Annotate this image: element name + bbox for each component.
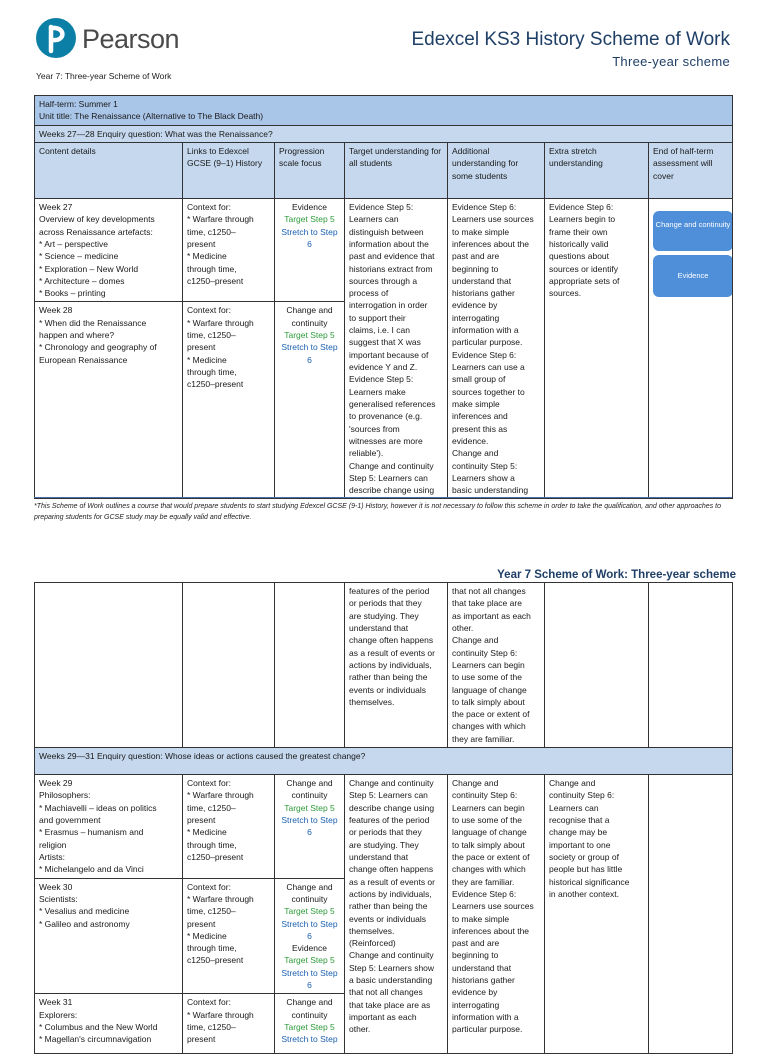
text-line: continuity Step 6: (549, 790, 615, 801)
additional-understanding (448, 198, 545, 499)
text-line: Evidence Step 5: (349, 201, 414, 212)
text-line: Philosophers: (39, 790, 91, 801)
text-line: continuity (291, 1009, 328, 1020)
week-28-content (35, 302, 183, 499)
week-30-progression (275, 878, 345, 994)
text-line: Context for: (187, 201, 231, 212)
text-line: particular purpose. (452, 337, 523, 348)
week-29-progression (275, 775, 345, 879)
text-line: important to one (549, 839, 611, 850)
text-line: actions by individuals, (349, 888, 432, 899)
text-line: Evidence (292, 201, 327, 212)
text-line: continuity (291, 893, 328, 904)
page2-title: Year 7 Scheme of Work: Three-year scheme (497, 569, 736, 581)
text-line: changes with which (452, 721, 526, 732)
text-line: inferences about the (452, 925, 530, 936)
week-30-content (35, 878, 183, 994)
text-line: Change and (286, 881, 333, 892)
text-line: historians gather (452, 975, 515, 986)
text-line: * Medicine (187, 251, 227, 262)
text-line: Evidence Step 5: (349, 374, 414, 385)
text-line: questions about (549, 251, 610, 262)
col-header-stretch: Extra stretch understanding (545, 142, 649, 198)
text-line: * Galileo and astronomy (39, 918, 130, 929)
text-line: make simple (452, 398, 500, 409)
text-line: recognise that a (549, 815, 610, 825)
text-line: basic understanding (452, 485, 529, 496)
target-understanding (345, 198, 448, 499)
target-step-2: Target Step 5 (284, 955, 335, 966)
assessment-cell (649, 198, 733, 499)
text-line: 6 (307, 980, 312, 991)
text-line: events or individuals (349, 684, 427, 695)
text-line: other. (452, 622, 474, 633)
text-line: understand that (452, 275, 512, 286)
text-line: understand that (452, 962, 512, 973)
text-line: inferences and (452, 411, 508, 422)
text-line: Learners can (349, 214, 399, 225)
week-27-progression (275, 198, 345, 302)
text-line: Step 5: Learners can (349, 472, 428, 483)
text-line: suggest that X was (349, 337, 421, 348)
text-line: * Books – printing (39, 288, 106, 299)
text-line: changes with which (452, 864, 526, 875)
text-line: Week 27 (39, 201, 73, 212)
text-line: Learners begin to (549, 214, 616, 225)
text-line: continuity (291, 790, 328, 801)
text-line: claims, i.e. I can (349, 325, 410, 336)
text-line: continuity (291, 317, 328, 328)
text-line: understand that (349, 622, 409, 633)
text-line: 6 (307, 354, 312, 365)
pearson-logo-text: Pearson (82, 24, 180, 54)
text-line: through time, (187, 943, 237, 954)
text-line: Evidence Step 6: (549, 201, 614, 212)
text-line: distinguish between (349, 226, 424, 237)
text-line: language of change (452, 684, 527, 695)
text-line: a basic understanding (349, 975, 433, 986)
text-line: Learners can begin (452, 659, 525, 670)
unit-title: Unit title: The Renaissance (Alternative to The Black Death) (39, 111, 264, 122)
text-line: 6 (307, 827, 312, 838)
text-line: Explorers: (39, 1009, 78, 1020)
text-line: sources. (549, 288, 582, 299)
text-line: * Art – perspective (39, 238, 108, 249)
text-line: 'sources from (349, 423, 400, 434)
text-line: are studying. They (349, 839, 419, 850)
text-line: * Vesalius and medicine (39, 906, 130, 917)
text-line: past and are (452, 251, 500, 262)
text-line: through time, (187, 839, 237, 850)
text-line: time, c1250– (187, 802, 236, 813)
col-header-progression: Progression scale focus (275, 142, 345, 198)
text-line: Evidence Step 6: (452, 201, 517, 212)
text-line: Change and (452, 635, 499, 646)
enquiry-row (35, 125, 733, 142)
target-understanding-2 (345, 775, 448, 1054)
text-line: particular purpose. (452, 1024, 523, 1035)
text-line: * Exploration – New World (39, 263, 139, 274)
text-line: features of the period (349, 815, 430, 825)
text-line: Learners use sources (452, 214, 534, 225)
extra-stretch-2 (545, 775, 649, 1054)
text-line: Learners can begin (452, 802, 525, 813)
text-line: present (187, 342, 216, 353)
text-line: that not all changes (349, 987, 423, 998)
text-line: through time, (187, 367, 237, 377)
target-step: Target Step 5 (284, 1022, 335, 1032)
text-line: * Machiavelli – ideas on politics (39, 802, 157, 813)
text-line: change often happens (349, 635, 434, 646)
text-line: (Reinforced) (349, 938, 396, 949)
text-line: Change and (452, 778, 499, 789)
text-line: to talk simply about (452, 696, 525, 707)
text-line: language of change (452, 827, 527, 838)
text-line: * Warfare through (187, 214, 254, 225)
text-line: appropriate sets of (549, 275, 620, 286)
text-line: as a result of events or (349, 876, 435, 887)
text-line: c1250–present (187, 851, 244, 862)
week-30-links (183, 878, 275, 994)
col-header-links: Links to Edexcel GCSE (9–1) History (183, 142, 275, 198)
text-line: Week 28 (39, 305, 73, 316)
text-line: Step 5: Learners can (349, 790, 428, 801)
text-line: process of (349, 288, 389, 299)
text-line: rather than being the (349, 901, 428, 912)
enquiry-row-2 (35, 748, 733, 775)
text-line: c1250–present (187, 955, 244, 966)
text-line: they are familiar. (452, 733, 515, 744)
text-line: that take place are as (349, 999, 431, 1010)
text-line: interrogating (452, 999, 500, 1010)
text-line: evidence. (452, 435, 489, 446)
week-28-links (183, 302, 275, 499)
text-line: themselves. (349, 925, 395, 936)
text-line: Stretch to Step (281, 967, 338, 978)
target-step: Target Step 5 (284, 906, 335, 917)
text-line: people but has little (549, 864, 623, 875)
text-line: past and evidence that (349, 251, 435, 262)
text-line: * Warfare through (187, 1009, 254, 1020)
text-line: time, c1250– (187, 330, 236, 341)
text-line: European Renaissance (39, 354, 128, 365)
text-line: historians extract from (349, 263, 433, 274)
text-line: across Renaissance artefacts: (39, 226, 153, 237)
text-line: Stretch to Step (281, 226, 338, 237)
text-line: other. (349, 1024, 371, 1035)
text-line: sources through a (349, 275, 418, 286)
footnote-divider (34, 497, 732, 498)
col-header-target: Target understanding for all students (345, 142, 448, 198)
text-line: Learners can (549, 802, 599, 813)
text-line: Context for: (187, 778, 231, 789)
scheme-table-continued (34, 582, 733, 1054)
assessment-change-continuity: Change and continuity (653, 211, 733, 251)
text-line: Change and (286, 997, 333, 1008)
text-line: time, c1250– (187, 906, 236, 917)
text-line: are studying. They (349, 610, 419, 621)
text-line: or periods that they (349, 598, 422, 609)
text-line: Learners can use a (452, 362, 525, 372)
text-line: past and are (452, 938, 500, 949)
text-line: Evidence (292, 943, 327, 954)
text-line: Step 5: Learners show (349, 962, 435, 973)
text-line: important as each (349, 1012, 417, 1022)
text-line: generalised references (349, 398, 436, 409)
text-line: or periods that they (349, 827, 422, 838)
text-line: evidence Y and Z. (349, 362, 418, 372)
text-line: Stretch to Step (281, 918, 338, 929)
text-line: religion (39, 839, 67, 850)
text-line: * Medicine (187, 827, 227, 838)
text-line: and government (39, 815, 101, 825)
text-line: Change and (452, 448, 499, 459)
text-line: * Warfare through (187, 790, 254, 801)
additional-understanding-2 (448, 775, 545, 1054)
text-line: Change and continuity (349, 950, 434, 961)
extra-stretch (545, 198, 649, 499)
half-term-row (35, 96, 733, 126)
col-header-assessment: End of half-term assessment will cover (649, 142, 733, 198)
text-line: that take place are (452, 598, 522, 609)
text-line: information about the (349, 238, 429, 249)
text-line: to support their (349, 312, 406, 323)
text-line: continuity Step 6: (452, 790, 518, 801)
text-line: change may be (549, 827, 608, 838)
pearson-logo-icon (36, 18, 76, 58)
text-line: Stretch to Step (281, 1034, 338, 1045)
text-line: to provenance (e.g. (349, 411, 423, 422)
text-line: * Magellan's circumnavigation (39, 1034, 152, 1045)
text-line: Learners use sources (452, 901, 534, 912)
text-line: * Erasmus – humanism and (39, 827, 144, 838)
text-line: present (187, 918, 216, 929)
text-line: Artists: (39, 851, 65, 862)
week-29-content (35, 775, 183, 879)
text-line: Context for: (187, 881, 231, 892)
text-line: * Medicine (187, 930, 227, 941)
text-line: understand that (349, 851, 409, 862)
text-line: Change and (286, 778, 333, 789)
text-line: Learners make (349, 386, 406, 397)
text-line: c1250–present (187, 275, 244, 286)
target-step: Target Step 5 (284, 802, 335, 813)
text-line: present (187, 238, 216, 249)
text-line: continuity Step 5: (452, 460, 518, 471)
text-line: to make simple (452, 913, 510, 924)
text-line: sources or identify (549, 263, 618, 274)
document-title: Edexcel KS3 History Scheme of Work (411, 29, 730, 50)
text-line: witnesses are more (349, 435, 423, 446)
text-line: describe change using (349, 802, 435, 813)
text-line: interrogating (452, 312, 500, 323)
text-line: * Architecture – domes (39, 275, 125, 286)
text-line: Change and continuity (349, 778, 434, 789)
text-line: time, c1250– (187, 226, 236, 237)
footnote: *This Scheme of Work outlines a course that would prepare students to start studying Edexcel GCSE (9-1) History, however it is not necessary to follow this scheme in order to take the qualification, and other approaches to preparing students for GCSE study may be equally valid and effective. (34, 503, 721, 521)
week-27-links (183, 198, 275, 302)
text-line: Learners show a (452, 472, 515, 483)
text-line: Evidence Step 6: (452, 349, 517, 360)
text-line: Evidence Step 6: (452, 888, 517, 899)
text-line: continuity Step 6: (452, 647, 518, 658)
text-line: that not all changes (452, 586, 526, 596)
text-line: reliable'). (349, 448, 384, 459)
text-line: as a result of events or (349, 647, 435, 658)
text-line: important because of (349, 349, 429, 360)
text-line: 6 (307, 930, 312, 941)
text-line: information with a (452, 1012, 519, 1022)
text-line: present this as (452, 423, 508, 434)
text-line: Stretch to Step (281, 815, 338, 825)
text-line: Change and (286, 305, 333, 316)
text-line: the pace or extent of (452, 709, 530, 720)
text-line: describe change using (349, 485, 435, 496)
text-line: c1250–present (187, 379, 244, 390)
text-line: interrogation in order (349, 300, 428, 311)
text-line: present (187, 815, 216, 825)
text-line: Week 29 (39, 778, 73, 789)
text-line: historical significance (549, 876, 630, 887)
week-27-row (35, 198, 733, 302)
text-line: * Columbus and the New World (39, 1022, 158, 1032)
text-line: * Michelangelo and da Vinci (39, 864, 144, 875)
enquiry-question: Weeks 27—28 Enquiry question: What was the Renaissance? (35, 125, 733, 142)
text-line: to use some of the (452, 815, 522, 825)
text-line: Week 30 (39, 881, 73, 892)
text-line: Week 31 (39, 997, 73, 1008)
text-line: in another context. (549, 888, 619, 899)
text-line: as important as each (452, 610, 531, 621)
text-line: information with a (452, 325, 519, 336)
text-line: * Medicine (187, 354, 227, 365)
col-header-content: Content details (35, 142, 183, 198)
text-line: events or individuals (349, 913, 427, 924)
text-line: change often happens (349, 864, 434, 875)
document-subtitle: Three-year scheme (612, 54, 730, 69)
text-line: historically valid (549, 238, 609, 249)
week-29-links (183, 775, 275, 879)
text-line: beginning to (452, 263, 499, 274)
week-27-content (35, 198, 183, 302)
text-line: 6 (307, 238, 312, 249)
text-line: time, c1250– (187, 1022, 236, 1032)
text-line: to use some of the (452, 672, 522, 683)
text-line: beginning to (452, 950, 499, 961)
text-line: happen and where? (39, 330, 115, 341)
text-line: inferences about the (452, 238, 530, 249)
text-line: society or group of (549, 851, 619, 862)
week-29-row (35, 775, 733, 879)
text-line: features of the period (349, 586, 430, 596)
target-continued (345, 583, 448, 748)
text-line: Overview of key developments (39, 214, 155, 225)
text-line: Change and (549, 778, 596, 789)
text-line: sources together to (452, 386, 525, 397)
text-line: evidence by (452, 987, 498, 998)
header-row (35, 142, 733, 198)
text-line: through time, (187, 263, 237, 274)
continuation-row (35, 583, 733, 748)
text-line: present (187, 1034, 216, 1045)
text-line: to make simple (452, 226, 510, 237)
text-line: themselves. (349, 696, 395, 707)
text-line: to talk simply about (452, 839, 525, 850)
assessment-evidence: Evidence (653, 255, 733, 297)
text-line: Context for: (187, 305, 231, 316)
text-line: the pace or extent of (452, 851, 530, 862)
year-label: Year 7: Three-year Scheme of Work (36, 71, 172, 81)
text-line: small group of (452, 374, 506, 385)
half-term-label: Half-term: Summer 1 (39, 99, 118, 109)
target-step: Target Step 5 (284, 330, 335, 341)
text-line: * When did the Renaissance (39, 317, 147, 328)
text-line: rather than being the (349, 672, 428, 683)
text-line: * Science – medicine (39, 251, 119, 262)
enquiry-question-2: Weeks 29—31 Enquiry question: Whose ideas or actions caused the greatest change? (35, 748, 733, 775)
text-line: * Warfare through (187, 893, 254, 904)
text-line: historians gather (452, 288, 515, 299)
week-28-progression (275, 302, 345, 499)
text-line: * Chronology and geography of (39, 342, 157, 353)
col-header-additional: Additional understanding for some students (448, 142, 545, 198)
text-line: actions by individuals, (349, 659, 432, 670)
target-step: Target Step 5 (284, 214, 335, 225)
text-line: Stretch to Step (281, 342, 338, 353)
text-line: Scientists: (39, 893, 78, 904)
text-line: Change and continuity (349, 460, 434, 471)
text-line: frame their own (549, 226, 608, 237)
text-line: Context for: (187, 997, 231, 1008)
text-line: evidence by (452, 300, 498, 311)
text-line: * Warfare through (187, 317, 254, 328)
text-line: they are familiar. (452, 876, 515, 887)
scheme-table-summer1 (34, 95, 733, 499)
additional-continued (448, 583, 545, 748)
